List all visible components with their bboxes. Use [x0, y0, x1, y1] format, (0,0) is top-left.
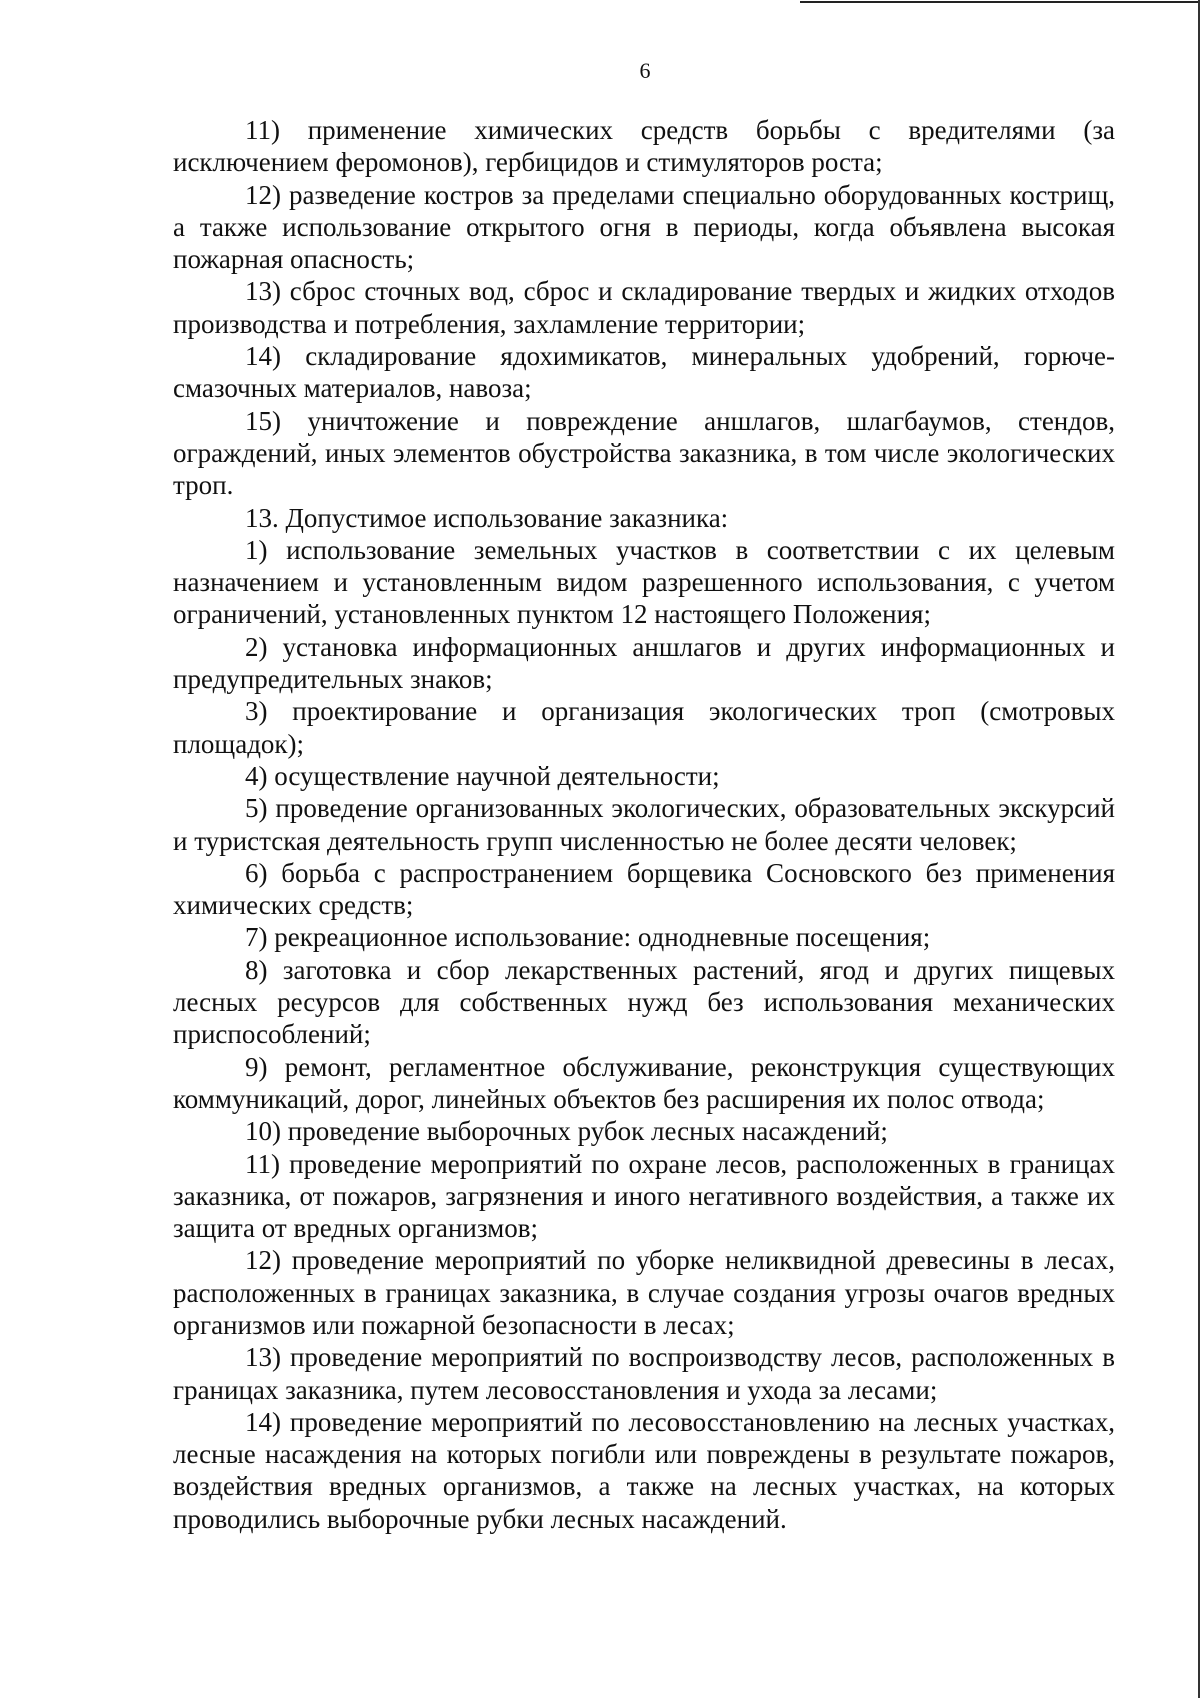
permitted-item-14: 14) проведение мероприятий по лесовосстановлению на лесных участках, лесные насаждения на которых погибли или повреждены в результате пожаров, воздействия вредных организмов, а также на лесных участках, на которых проводились выборочные рубки лесных насаждений. — [173, 1406, 1115, 1534]
permitted-item-7: 7) рекреационное использование: однодневные посещения; — [245, 922, 931, 953]
permitted-item-10: 10) проведение выборочных рубок лесных насаждений; — [245, 1116, 888, 1147]
prohibited-item-13: 13) сброс сточных вод, сброс и складирование твердых и жидких отходов производства и потребления, захламление территории; — [173, 276, 1115, 339]
permitted-item-3: 3) проектирование и организация экологических троп (смотровых площадок); — [173, 696, 1115, 759]
document-body — [173, 114, 1115, 1535]
permitted-item-1: 1) использование земельных участков в соответствии с их целевым назначением и установленным видом разрешенного использования, с учетом ограничений, установленных пунктом 12 настоящего Положения; — [173, 534, 1115, 630]
prohibited-item-11: 11) применение химических средств борьбы с вредителями (за исключением феромонов), гербицидов и стимуляторов роста; — [173, 115, 1115, 178]
permitted-item-11: 11) проведение мероприятий по охране лесов, расположенных в границах заказника, от пожаров, загрязнения и иного негативного воздействия, а также их защита от вредных организмов; — [173, 1148, 1115, 1244]
prohibited-item-14: 14) складирование ядохимикатов, минеральных удобрений, горюче-смазочных материалов, навоза; — [173, 341, 1115, 404]
permitted-item-13: 13) проведение мероприятий по воспроизводству лесов, расположенных в границах заказника, путем лесовосстановления и ухода за лесами; — [173, 1342, 1115, 1405]
permitted-item-5: 5) проведение организованных экологических, образовательных экскурсий и туристская деятельность групп численностью не более десяти человек; — [173, 793, 1115, 856]
prohibited-item-12: 12) разведение костров за пределами специально оборудованных кострищ, а также использование открытого огня в периоды, когда объявлена высокая пожарная опасность; — [173, 179, 1115, 275]
permitted-item-2: 2) установка информационных аншлагов и других информационных и предупредительных знаков; — [173, 631, 1115, 695]
permitted-item-9: 9) ремонт, регламентное обслуживание, реконструкция существующих коммуникаций, дорог, линейных объектов без расширения их полос отвода; — [173, 1051, 1115, 1114]
permitted-item-6: 6) борьба с распространением борщевика Сосновского без применения химических средств; — [173, 857, 1115, 921]
scan-edge-top — [800, 1, 1200, 3]
permitted-item-4: 4) осуществление научной деятельности; — [245, 760, 720, 791]
prohibited-item-15: 15) уничтожение и повреждение аншлагов, шлагбаумов, стендов, ограждений, иных элементов обустройства заказника, в том числе экологических троп. — [173, 405, 1115, 501]
section-13-heading: 13. Допустимое использование заказника: — [245, 502, 729, 533]
permitted-item-12: 12) проведение мероприятий по уборке неликвидной древесины в лесах, расположенных в границах заказника, в случае создания угрозы очагов вредных организмов или пожарной безопасности в лесах; — [173, 1245, 1115, 1340]
page-number: 6 — [639, 58, 651, 83]
permitted-item-8: 8) заготовка и сбор лекарственных растений, ягод и других пищевых лесных ресурсов для собственных нужд без использования механических приспособлений; — [173, 954, 1115, 1050]
